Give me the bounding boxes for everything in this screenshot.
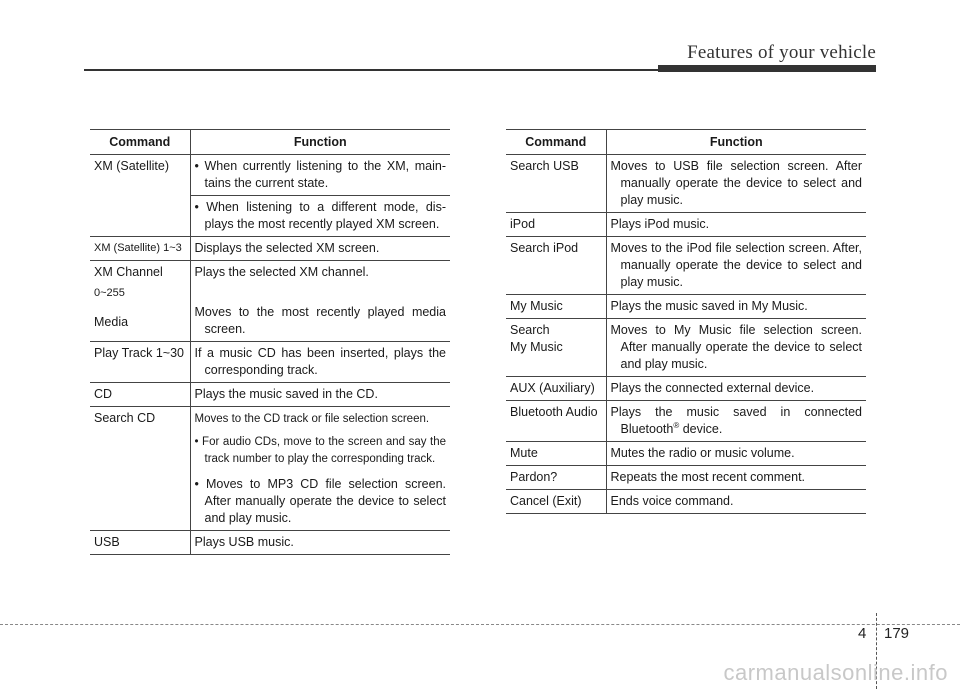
function-cell	[190, 261, 450, 342]
function-bullet: • Moves to MP3 CD file selection screen. After manually operate the device to select and play music.	[194, 477, 446, 525]
command-cell	[90, 261, 190, 342]
function-cell: Plays the music saved in My Music.	[606, 295, 866, 319]
section-title: Features of your vehicle	[687, 42, 876, 63]
function-cell	[190, 155, 450, 196]
command-cell: XM (Satellite) 1~3	[90, 237, 190, 261]
function-text: Moves to the CD track or file selection screen.	[194, 413, 430, 425]
function-bullet: • When currently listening to the XM, main-tains the current state.	[194, 159, 446, 190]
table-row	[90, 155, 450, 196]
command-cell: AUX (Auxiliary)	[506, 377, 606, 401]
watermark: carmanualsonline.info	[723, 660, 948, 685]
table-row	[90, 531, 450, 555]
function-cell: Mutes the radio or music volume.	[606, 442, 866, 466]
table-row	[90, 407, 450, 531]
function-cell	[606, 237, 866, 295]
function-cell: Plays iPod music.	[606, 213, 866, 237]
function-cell: Ends voice command.	[606, 490, 866, 514]
command-cell: Search CD	[90, 407, 190, 531]
chapter-number: 4	[858, 625, 867, 642]
function-cell	[606, 155, 866, 213]
table-row	[506, 466, 866, 490]
command-cell: Search My Music	[506, 319, 606, 377]
command-cell: USB	[90, 531, 190, 555]
column-header-function: Function	[190, 130, 450, 155]
table-row	[506, 490, 866, 514]
function-text: If a music CD has been inserted, plays the corresponding track.	[194, 346, 446, 377]
command-cell-empty	[90, 196, 190, 237]
table-row	[90, 196, 450, 237]
table-row	[506, 319, 866, 377]
function-text	[611, 404, 863, 438]
function-cell	[606, 319, 866, 377]
command-cell: iPod	[506, 213, 606, 237]
command-cell: Search USB	[506, 155, 606, 213]
function-bullet: • For audio CDs, move to the screen and say the track number to play the corresponding track.	[194, 436, 446, 465]
function-text: Moves to My Music file selection screen. After manually operate the device to select and play music.	[610, 323, 862, 371]
command-cell: Play Track 1~30	[90, 342, 190, 383]
table-header-row	[90, 130, 450, 155]
column-header-command: Command	[90, 130, 190, 155]
command-cell: Search iPod	[506, 237, 606, 295]
function-cell: Plays the music saved in the CD.	[190, 383, 450, 407]
table-row	[506, 377, 866, 401]
command-label: XM Channel	[94, 265, 163, 279]
column-header-command: Command	[506, 130, 606, 155]
function-cell: Plays USB music.	[190, 531, 450, 555]
command-label: Media	[94, 315, 129, 329]
function-cell	[190, 342, 450, 383]
command-cell: Mute	[506, 442, 606, 466]
function-cell: Repeats the most recent comment.	[606, 466, 866, 490]
command-cell: Bluetooth Audio	[506, 401, 606, 442]
footer-dashed-rule	[0, 624, 960, 625]
function-text-tail: device.	[679, 422, 723, 436]
table-row	[90, 261, 450, 342]
table-row	[506, 237, 866, 295]
function-text-main: Plays the music saved in connected Bluetooth	[610, 405, 862, 436]
table-row	[506, 442, 866, 466]
header-rule-accent	[658, 65, 876, 72]
table-row	[90, 342, 450, 383]
function-text: Moves to USB file selection screen. After manually operate the device to select and play music.	[610, 159, 862, 207]
command-range: 0~255	[94, 287, 125, 299]
table-row	[90, 237, 450, 261]
command-cell: XM (Satellite)	[90, 155, 190, 196]
function-bullet: • When listening to a different mode, dis-plays the most recently played XM screen.	[194, 200, 446, 231]
function-cell: Plays the connected external device.	[606, 377, 866, 401]
command-cell: CD	[90, 383, 190, 407]
command-cell: Pardon?	[506, 466, 606, 490]
table-row	[506, 401, 866, 442]
page-number: 179	[884, 625, 910, 642]
command-cell: My Music	[506, 295, 606, 319]
voice-command-table-left	[90, 129, 450, 555]
table-row	[506, 213, 866, 237]
function-text: Moves to the iPod file selection screen. After, manually operate the device to select and play music.	[610, 241, 862, 289]
function-cell	[606, 401, 866, 442]
registered-mark: ®	[673, 420, 680, 430]
function-cell	[190, 196, 450, 237]
function-cell	[190, 407, 450, 531]
function-text: Moves to the most recently played media screen.	[194, 305, 446, 336]
table-header-row	[506, 130, 866, 155]
voice-command-table-right	[506, 129, 866, 514]
table-row	[506, 155, 866, 213]
function-cell: Displays the selected XM screen.	[190, 237, 450, 261]
column-header-function: Function	[606, 130, 866, 155]
table-row	[90, 383, 450, 407]
function-text: Plays the selected XM channel.	[194, 265, 369, 279]
command-cell: Cancel (Exit)	[506, 490, 606, 514]
table-row	[506, 295, 866, 319]
